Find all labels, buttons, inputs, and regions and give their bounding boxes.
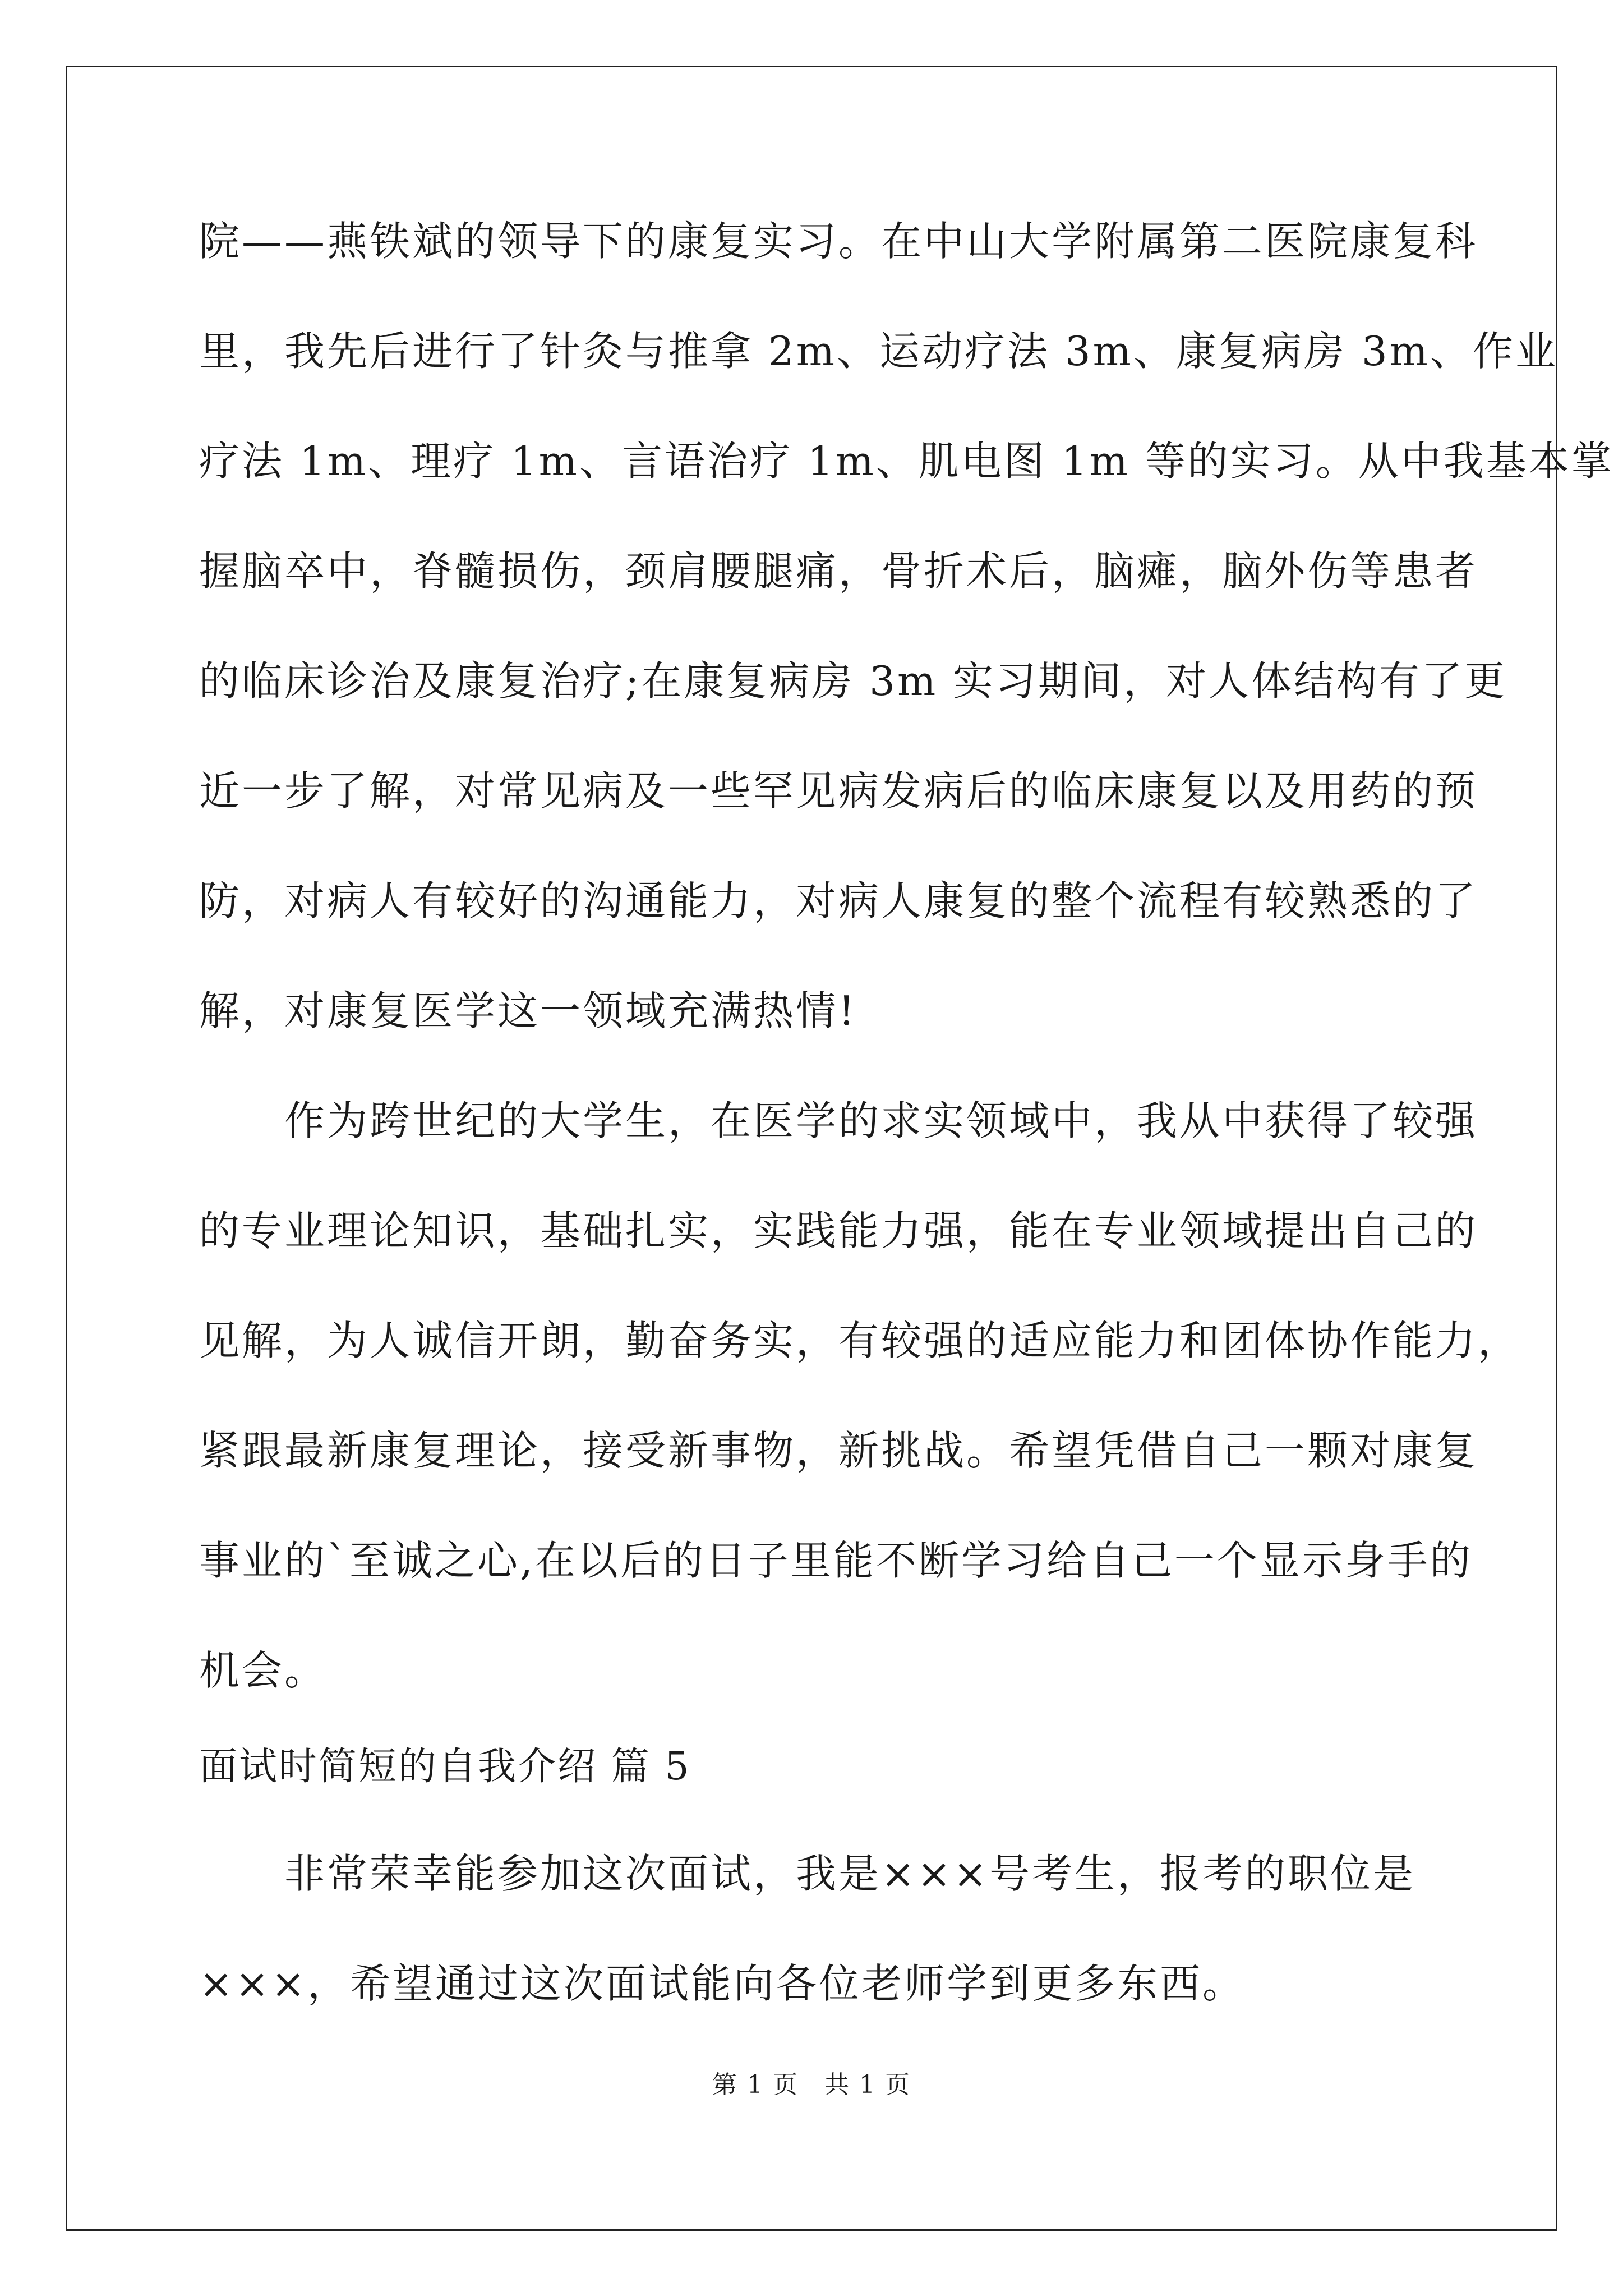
section-heading: 面试时简短的自我介绍 篇 5 [199, 1745, 691, 1789]
body-line: 见解，为人诚信开朗，勤奋务实，有较强的适应能力和团体协作能力， [199, 1317, 1521, 1364]
body-line: 非常荣幸能参加这次面试，我是×××号考生，报考的职位是 [199, 1850, 1415, 1897]
body-line: 疗法 1m、理疗 1m、言语治疗 1m、肌电图 1m 等的实习。从中我基本掌 [199, 438, 1614, 485]
body-line: 机会。 [199, 1647, 328, 1694]
body-line: 事业的`至诚之心,在以后的日子里能不断学习给自己一个显示身手的 [199, 1537, 1473, 1584]
body-line: 院——燕铁斌的领导下的康复实习。在中山大学附属第二医院康复科 [199, 218, 1478, 265]
body-line: 里，我先后进行了针灸与推拿 2m、运动疗法 3m、康复病房 3m、作业 [199, 328, 1558, 375]
body-line: ×××，希望通过这次面试能向各位老师学到更多东西。 [199, 1960, 1245, 2007]
body-line: 防，对病人有较好的沟通能力，对病人康复的整个流程有较熟悉的了 [199, 877, 1478, 924]
body-line: 近一步了解，对常见病及一些罕见病发病后的临床康复以及用药的预 [199, 767, 1478, 815]
body-line: 的临床诊治及康复治疗;在康复病房 3m 实习期间，对人体结构有了更 [199, 657, 1507, 705]
body-line: 握脑卒中，脊髓损伤，颈肩腰腿痛，骨折术后，脑瘫，脑外伤等患者 [199, 547, 1478, 595]
body-line: 解，对康复医学这一领域充满热情! [199, 987, 857, 1034]
body-line: 的专业理论知识，基础扎实，实践能力强，能在专业领域提出自己的 [199, 1207, 1478, 1254]
body-line: 紧跟最新康复理论，接受新事物，新挑战。希望凭借自己一颗对康复 [199, 1427, 1478, 1474]
body-line: 作为跨世纪的大学生，在医学的求实领域中，我从中获得了较强 [199, 1097, 1478, 1144]
page-footer: 第 1 页 共 1 页 [712, 2070, 911, 2099]
